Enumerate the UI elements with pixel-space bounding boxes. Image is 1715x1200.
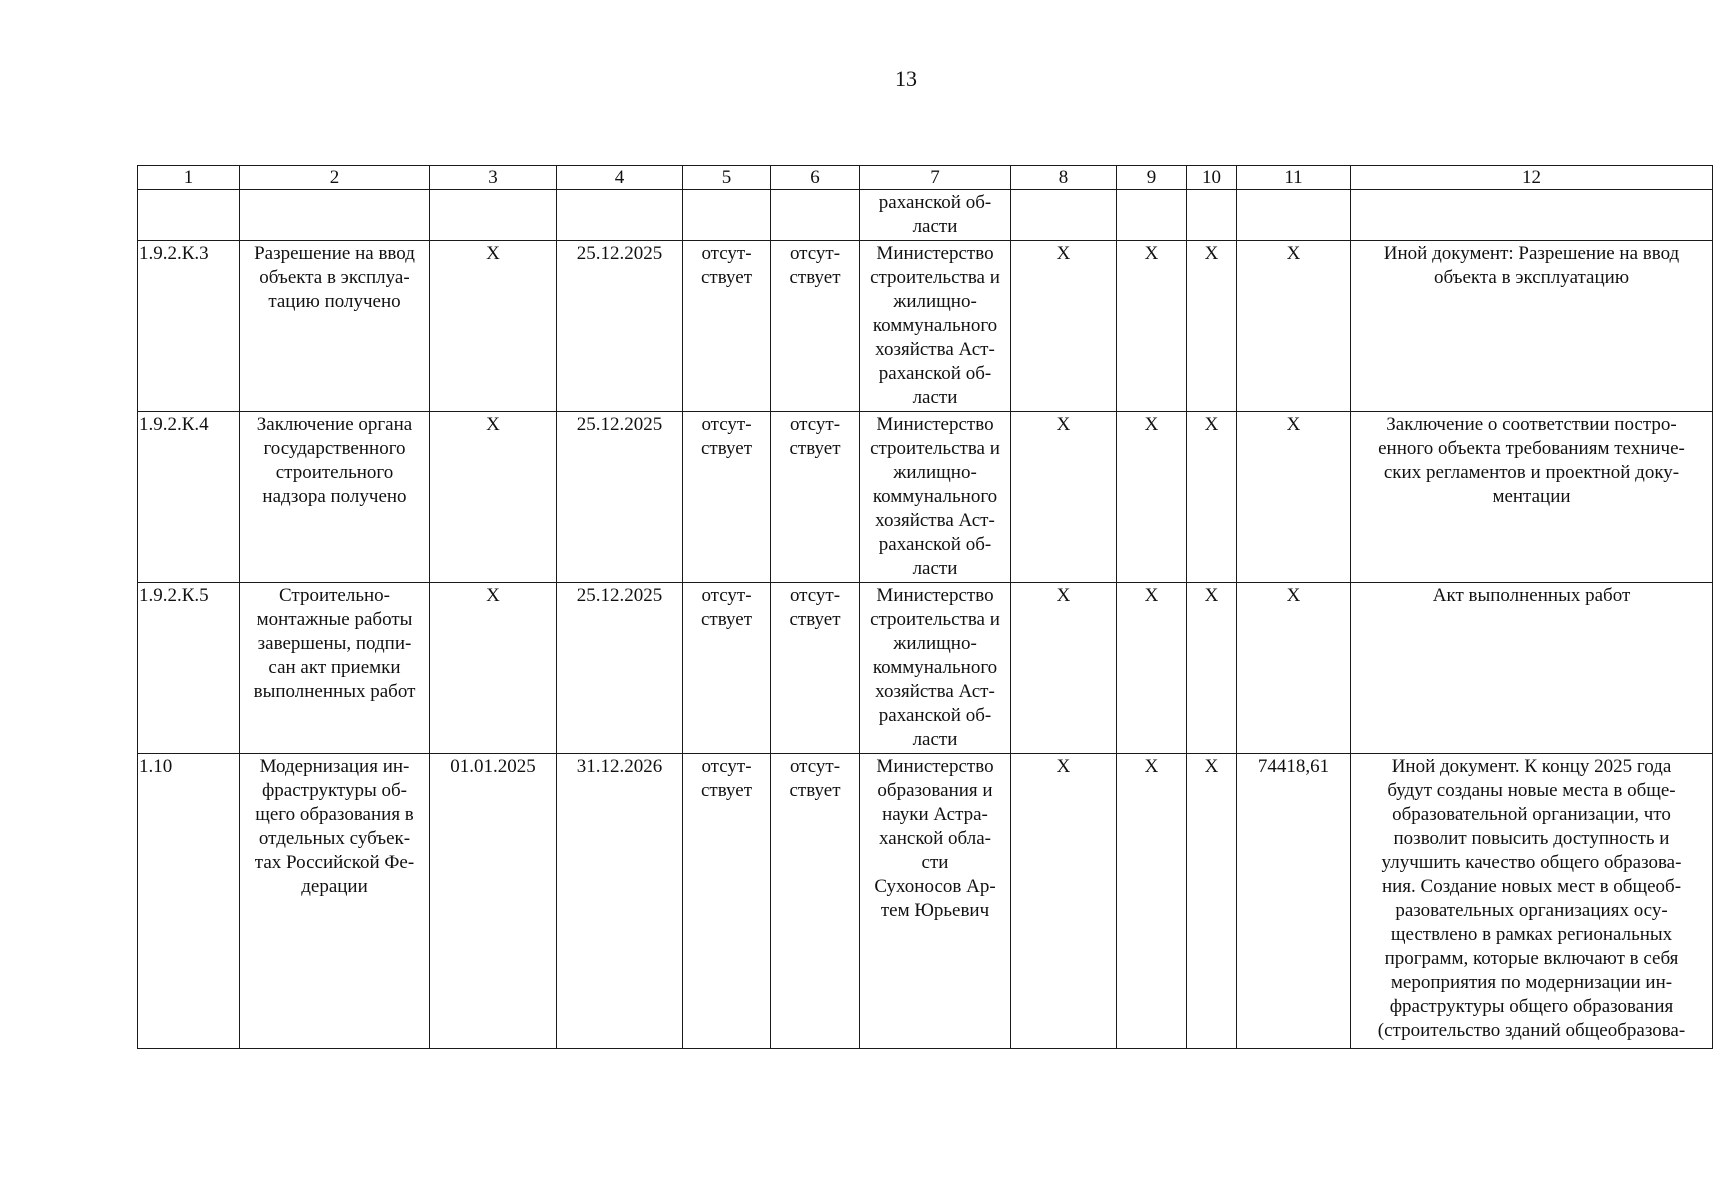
cell-amount: X <box>1237 412 1351 583</box>
cell-document: Акт выполненных работ <box>1351 583 1713 754</box>
cell-end-date: 25.12.2025 <box>557 412 683 583</box>
cell-responsible: Министерство строительства и жилищно- коммунального хозяйства Аст- раханской об- ласти <box>860 583 1011 754</box>
column-header: 7 <box>860 166 1011 190</box>
column-header: 11 <box>1237 166 1351 190</box>
cell-col10: X <box>1187 754 1237 1049</box>
column-header: 2 <box>240 166 430 190</box>
cell-code: 1.9.2.К.4 <box>138 412 240 583</box>
cell-col8: X <box>1011 754 1117 1049</box>
cell-col6: отсут- ствует <box>771 754 860 1049</box>
cell-responsible: Министерство строительства и жилищно- коммунального хозяйства Аст- раханской об- ласти <box>860 412 1011 583</box>
cell-code: 1.10 <box>138 754 240 1049</box>
cell-document: Заключение о соответствии постро- енного объекта требованиям техниче- ских регламентов и проектной доку- ментации <box>1351 412 1713 583</box>
cell-amount: 74418,61 <box>1237 754 1351 1049</box>
cell-code <box>138 190 240 241</box>
cell-document: Иной документ. К концу 2025 года будут созданы новые места в обще- образовательной организации, что позволит повысить доступность и улучшить качество общего образова- ния. Создание новых мест в общеоб- разовательных организациях осу- ществлено в рамках региональных программ, которые включают в себя мероприятия по модернизации ин- фраструктуры общего образования (строительство зданий общеобразова- <box>1351 754 1713 1049</box>
cell-col9: X <box>1117 754 1187 1049</box>
cell-col10 <box>1187 190 1237 241</box>
column-header: 12 <box>1351 166 1713 190</box>
cell-result-name: Разрешение на ввод объекта в эксплуа- тацию получено <box>240 241 430 412</box>
cell-col5 <box>683 190 771 241</box>
cell-end-date: 25.12.2025 <box>557 583 683 754</box>
cell-col5: отсут- ствует <box>683 754 771 1049</box>
table-row <box>138 754 1713 1049</box>
cell-responsible: Министерство образования и науки Астра- ханской обла- сти Сухоносов Ар- тем Юрьевич <box>860 754 1011 1049</box>
cell-amount: X <box>1237 583 1351 754</box>
cell-result-name: Модернизация ин- фраструктуры об- щего образования в отдельных субъек- тах Российской Фе- дерации <box>240 754 430 1049</box>
cell-col5: отсут- ствует <box>683 241 771 412</box>
cell-col6 <box>771 190 860 241</box>
column-header: 5 <box>683 166 771 190</box>
cell-col6: отсут- ствует <box>771 412 860 583</box>
cell-col6: отсут- ствует <box>771 583 860 754</box>
cell-end-date: 25.12.2025 <box>557 241 683 412</box>
plan-table <box>137 165 1713 1049</box>
cell-code: 1.9.2.К.5 <box>138 583 240 754</box>
column-number-row <box>138 166 1713 190</box>
cell-start-date <box>430 190 557 241</box>
cell-amount <box>1237 190 1351 241</box>
cell-col10: X <box>1187 241 1237 412</box>
cell-start-date: 01.01.2025 <box>430 754 557 1049</box>
cell-col8: X <box>1011 241 1117 412</box>
cell-col9: X <box>1117 241 1187 412</box>
cell-end-date <box>557 190 683 241</box>
table-row <box>138 412 1713 583</box>
cell-result-name: Строительно- монтажные работы завершены, подпи- сан акт приемки выполненных работ <box>240 583 430 754</box>
cell-start-date: X <box>430 412 557 583</box>
cell-col6: отсут- ствует <box>771 241 860 412</box>
cell-col5: отсут- ствует <box>683 583 771 754</box>
column-header: 1 <box>138 166 240 190</box>
cell-responsible: Министерство строительства и жилищно- коммунального хозяйства Аст- раханской об- ласти <box>860 241 1011 412</box>
cell-result-name <box>240 190 430 241</box>
cell-document: Иной документ: Разрешение на ввод объекта в эксплуатацию <box>1351 241 1713 412</box>
column-header: 10 <box>1187 166 1237 190</box>
table-row <box>138 190 1713 241</box>
cell-amount: X <box>1237 241 1351 412</box>
column-header: 8 <box>1011 166 1117 190</box>
table-row <box>138 583 1713 754</box>
cell-col8 <box>1011 190 1117 241</box>
cell-col9: X <box>1117 583 1187 754</box>
cell-start-date: X <box>430 241 557 412</box>
table-row <box>138 241 1713 412</box>
column-header: 6 <box>771 166 860 190</box>
cell-code: 1.9.2.К.3 <box>138 241 240 412</box>
page-number: 13 <box>895 66 917 91</box>
cell-responsible: раханской об- ласти <box>860 190 1011 241</box>
cell-col8: X <box>1011 412 1117 583</box>
cell-document <box>1351 190 1713 241</box>
column-header: 4 <box>557 166 683 190</box>
cell-start-date: X <box>430 583 557 754</box>
cell-col8: X <box>1011 583 1117 754</box>
cell-col9: X <box>1117 412 1187 583</box>
cell-result-name: Заключение органа государственного строительного надзора получено <box>240 412 430 583</box>
cell-col10: X <box>1187 412 1237 583</box>
cell-col5: отсут- ствует <box>683 412 771 583</box>
cell-col9 <box>1117 190 1187 241</box>
column-header: 3 <box>430 166 557 190</box>
cell-end-date: 31.12.2026 <box>557 754 683 1049</box>
column-header: 9 <box>1117 166 1187 190</box>
cell-col10: X <box>1187 583 1237 754</box>
